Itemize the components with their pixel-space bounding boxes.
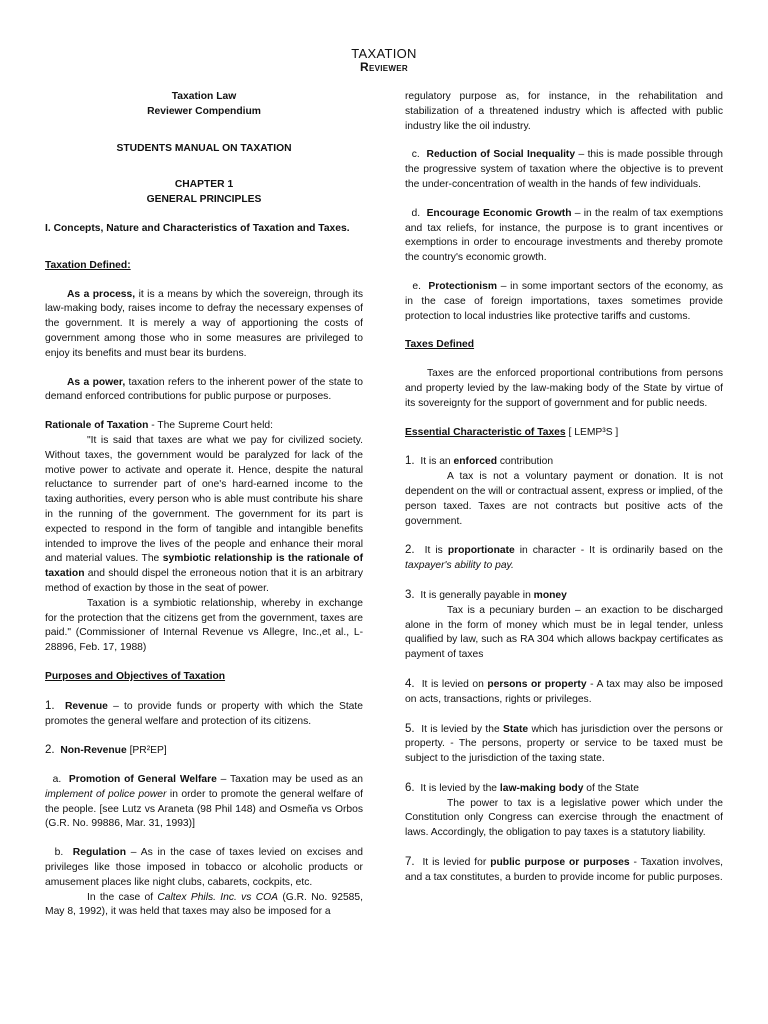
item-a-text-1: – Taxation may be used as an [216,774,363,786]
char-5-bold: State [502,723,529,735]
characteristic-1 [405,454,723,470]
rationale-paragraph [45,419,363,434]
taxes-definition: Taxes are the enforced proportional contributions from persons and property levied by the law-making body of the State by virtue of its sovereignty for the support of government and for public needs. [405,368,723,409]
compendium-title: Reviewer Compendium [147,105,261,117]
item-d [405,207,723,266]
char-4-post: - A tax may also be imposed on acts, transactions, rights or privileges. [405,678,723,705]
power-paragraph [45,376,363,406]
symbiotic-paragraph: Taxation is a symbiotic relationship, whereby in exchange for the protection that the citizens get from the government, taxes are paid." (Commissioner of Internal Revenue vs Allegre, Inc.,et al., L-28896, Feb. 17, 1988) [45,597,363,654]
revenue-lead: Revenue [64,700,108,712]
char-1-number: 1. [405,455,415,468]
char-1-bold: enforced [453,456,498,468]
quote-text-1: "It is said that taxes are what we pay for civilized society. Without taxes, the government would be paralyzed for lack of the motive power to activate and operate it. Hence, despite the natural reluctance to surrender part of one's hard-earned income to the taxing authorities, every person who is able must contribute his share in the running of the government. The government for its part is expected to respond in the form of tangible and intangible benefits intended to improve the lives of the people and enhance their moral and material values. The [45,434,363,565]
item-a-italic: implement of police power [45,788,167,800]
item-a-lead: Promotion of General Welfare [68,774,217,786]
characteristic-2 [405,543,723,574]
char-3-number: 3. [405,588,415,601]
char-7-number: 7. [405,856,415,869]
purposes-heading [45,670,363,685]
essential-heading [405,426,723,441]
revenue-text: – to provide funds or property with which the State promotes the general welfare and protection of its citizens. [45,700,363,727]
char-5-number: 5. [405,722,415,735]
item-e-lead: Protectionism [428,280,498,292]
item-e-text: – in some important sectors of the economy, as in the case of foreign importations, taxes sometimes provide protection to local industries like protective tariffs and customs. [405,280,723,322]
char-2-pre: It is [424,545,448,557]
taxation-defined-heading [45,259,363,274]
quote-bold: symbiotic relationship is the rationale of taxation [45,553,363,580]
process-lead: As a process, [67,288,136,300]
process-text: it is a means by which the sovereign, through its law-making body, raises income to defray the necessary expenses of the government. It is merely a way of apportioning the costs of government among those who in some measures are privileged to enjoy its benefits and must bear its burdens. [45,288,363,359]
characteristic-6 [405,781,723,797]
char-6-number: 6. [405,781,415,794]
char-7-post: - Taxation involves, and a tax constitutes, a burden to provide income for public purposes. [405,857,723,883]
caltex-post: (G.R. No. 92585, May 8, 1992), it was held that taxes may also be imposed for a [45,891,363,918]
char-5-pre: It is levied by the [421,723,503,735]
characteristic-4 [405,677,723,708]
item-c [405,148,723,192]
char-6-body: The power to tax is a legislative power which under the Constitution only Congress can exercise through the enactment of laws. Accordingly, the obligation to pay taxes is a statutory liability. [405,797,723,839]
item-d-text: – in the realm of tax exemptions and tax reliefs, for instance, the purpose is to grant incentives or exemptions in order to encourage investments and thereby promote the country's economic growth. [405,207,723,264]
char-2-bold: proportionate [447,545,515,557]
chapter-name: GENERAL PRINCIPLES [146,194,262,206]
header-title: TAXATION [351,46,417,61]
chapter-label: CHAPTER 1 [174,179,234,191]
char-3-pre: It is generally payable in [420,589,534,601]
revenue-number: 1. [45,699,55,712]
characteristic-3 [405,588,723,604]
item-b-text: – As in the case of taxes levied on excises and privileges like those imposed in tobacco or alcoholic products or amusement places like night clubs, cabarets, cockpits, etc. [45,847,363,888]
caltex-italic: Caltex Phils. Inc. vs COA [157,891,279,903]
caltex-pre: In the case of [87,891,158,903]
nonrevenue-item [45,743,363,759]
char-4-bold: persons or property [487,678,587,690]
item-d-lead: Encourage Economic Growth [426,207,572,219]
section-heading: I. Concepts, Nature and Characteristics of Taxation and Taxes. [45,222,350,234]
char-4-number: 4. [405,677,415,690]
char-6-bold: law-making body [499,782,584,794]
power-text: taxation refers to the inherent power of the state to demand enforced contributions for public purpose or purposes. [45,376,363,403]
rationale-lead: Rationale of Taxation [45,420,149,432]
law-title: Taxation Law [171,91,237,102]
nonrevenue-lead: Non-Revenue [60,745,127,757]
char-2-number: 2. [405,544,415,557]
taxes-defined-heading [405,338,723,353]
char-6-post: of the State [583,782,639,794]
char-3-bold: money [533,589,567,601]
item-e-label: e. [412,280,421,292]
char-2-italic: taxpayer's ability to pay. [405,560,514,572]
char-6-pre: It is levied by the [420,782,500,794]
item-c-text: – this is made possible through the progressive system of taxation where the objective is to prevent the under-concentration of wealth in the hands of few individuals. [405,149,723,190]
essential-label: Essential Characteristic of Taxes [405,426,566,438]
manual-title: STUDENTS MANUAL ON TAXATION [116,142,292,154]
char-7-bold: public purpose or purposes [490,857,630,869]
char-7-pre: It is levied for [422,857,491,869]
char-5-post: which has jurisdiction over the persons or property. - The persons, property or service to be taxed must be subject to the jurisdiction of the taxing state. [405,723,723,765]
item-d-label: d. [411,207,421,219]
characteristic-7 [405,855,723,886]
revenue-item [45,699,363,730]
essential-code: [ LEMP³S ] [565,426,619,438]
nonrevenue-code: [PR²EP] [126,745,167,757]
item-c-label: c. [411,149,420,161]
characteristic-5 [405,722,723,767]
taxation-defined-label: Taxation Defined: [45,259,131,271]
item-e [405,280,723,324]
char-2-post: in character - It is ordinarily based on the [514,545,723,557]
rationale-text: - The Supreme Court held: [148,420,273,432]
char-4-pre: It is levied on [421,678,488,690]
item-b-lead: Regulation [72,847,126,859]
char-3-body: Tax is a pecuniary burden – an exaction to be discharged alone in the form of money which must be in legal tender, unless qualified by law, such as RA 304 which allows backpay certificates as payment of taxes [405,604,723,661]
item-b [45,846,363,890]
taxes-defined-label: Taxes Defined [405,339,475,351]
item-a-text-2: in order to promote the general welfare of the people. [see Lutz vs Araneta (98 Phil 148) and Osmeña vs Orbos (G.R. No. 99886, Mar. 31, 1993)] [45,788,364,830]
left-column [45,90,363,920]
quote-paragraph [45,434,363,597]
right-column [405,90,723,886]
purposes-label: Purposes and Objectives of Taxation [45,670,226,682]
process-paragraph [45,288,363,362]
continuation-paragraph: regulatory purpose as, for instance, in the rehabilitation and stabilization of a threatened industry which is affected with public industry like the oil industry. [405,91,723,132]
item-c-lead: Reduction of Social Inequality [426,149,576,161]
power-lead: As a power, [67,376,126,388]
quote-text-2: and should dispel the erroneous notion that it is an arbitrary method of exaction by those in the seat of power. [45,568,363,594]
header-subtitle: Reviewer [360,60,408,74]
caltex-paragraph [45,891,363,921]
item-b-label: b. [54,847,64,859]
item-a [45,773,363,832]
nonrevenue-number: 2. [45,744,55,757]
char-1-pre: It is an [420,456,454,468]
char-1-post: contribution [497,456,554,468]
char-1-body: A tax is not a voluntary payment or donation. It is not dependent on the will or contractual assent, express or implied, of the person taxed. Taxes are not contracts but positive acts of the government. [405,471,723,527]
item-a-label: a. [52,774,62,786]
